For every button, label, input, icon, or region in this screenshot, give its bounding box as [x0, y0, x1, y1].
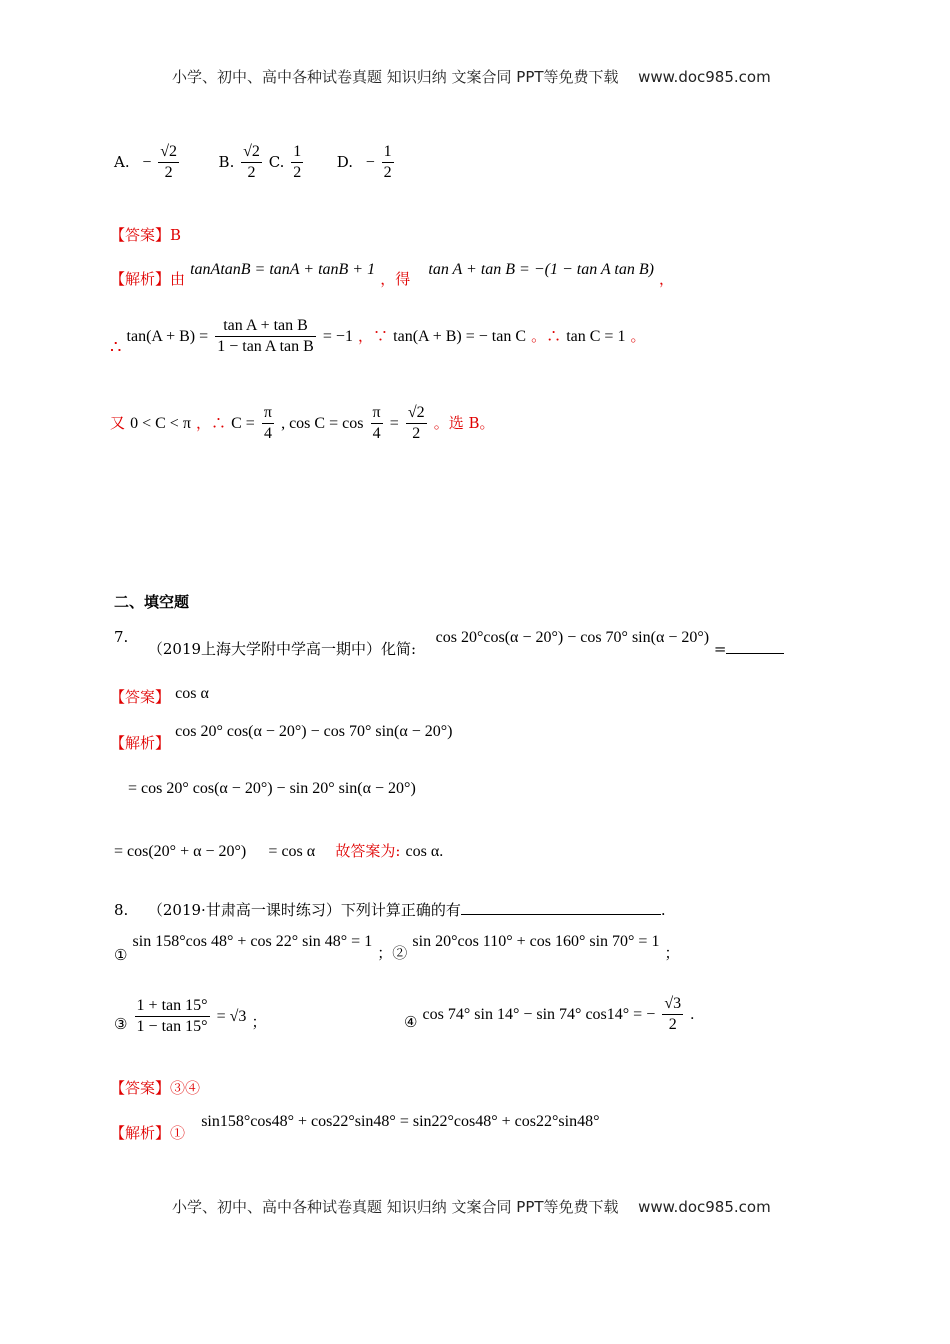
q6-pi-over-4: $\frac{\pi}{4}$ [263, 404, 272, 442]
q6-eq5: tan C = 1 [566, 328, 626, 345]
q7-blank [726, 653, 784, 654]
q7-answer: 【答案】 cos α [110, 685, 209, 706]
option-a-fraction: $\frac{√2}{2}$ [160, 143, 177, 181]
option-c-fraction: $\frac{1}{2}$ [293, 143, 302, 181]
q8-item3: ③ $\frac{1 + \tan 15^\circ}{1 - \tan 15^\circ}$ = √3 ； [114, 997, 267, 1035]
q6-options [114, 142, 396, 183]
header-text: 小学、初中、高中各种试卷真题 知识归纳 文案合同 PPT等免费下载 [172, 68, 619, 86]
q8-analysis: 【解析】① sin158°cos48° + cos22°sin48° = sin22°cos48° + cos22°sin48° [110, 1113, 600, 1142]
q6-eq3-fraction: $\frac{\text{tan A + tan B}}{\text{1 − tan A tan B}}$ [217, 317, 314, 355]
q6-analysis-line3: 又 0 < C < π ，∴ C = $\frac{\pi}{4}$ , cos C = cos $\frac{\pi}{4}$ = $\frac{√2}{2}$ 。选 B。 [110, 404, 495, 442]
q8-item1: sin 158°cos 48° + cos 22° sin 48° = 1 [132, 933, 373, 950]
q8-analysis-expr: sin158°cos48° + cos22°sin48° = sin22°cos48° + cos22°sin48° [201, 1113, 600, 1130]
q6-answer: 【答案】B [110, 226, 182, 244]
q8-items-row1: ① sin 158°cos 48° + cos 22° sin 48° = 1 ；② sin 20°cos 110° + cos 160° sin 70° = 1 ； [114, 933, 680, 964]
q6-eq2: tan A + tan B = −(1 − tan A tan B) [428, 261, 654, 278]
footer-text: 小学、初中、高中各种试卷真题 知识归纳 文案合同 PPT等免费下载 [172, 1198, 619, 1216]
q7-expression: cos 20°cos(α − 20°) − cos 70° sin(α − 20°) [435, 629, 710, 646]
q7-question: 7. （2019上海大学附中学高一期中）化简: cos 20°cos(α − 20°) − cos 70° sin(α − 20°) = [114, 626, 784, 647]
q8-item4-fraction: $\frac{√3}{2}$ [664, 995, 682, 1033]
q8-question: 8. （2019·甘肃高一课时练习）下列计算正确的有 . [114, 901, 666, 919]
q6-analysis-line2: ∴ tan(A + B) = $\frac{\text{tan A + tan B}}{\text{1 − tan A tan B}}$ = −1 ，∵ tan(A + B) = − tan C 。∴ tan C = 1 。 [110, 317, 646, 358]
q8-answer: 【答案】③④ [110, 1079, 201, 1097]
q6-analysis-tag: 【解析】由 [110, 270, 186, 288]
option-b: B. $\frac{√2}{2}$ [218, 143, 260, 181]
q6-sqrt2-over-2: $\frac{√2}{2}$ [407, 404, 425, 442]
q6-eq4: tan(A + B) = − tan C [393, 328, 526, 345]
q6-eq1: tanAtanB = tanA + tanB + 1 [190, 261, 376, 278]
footer-url: www.doc985.com [638, 1198, 771, 1216]
section-title: 二、填空题 [114, 593, 190, 611]
page-footer [172, 1196, 771, 1217]
header-url: www.doc985.com [638, 68, 771, 86]
q6-pi-over-4-b: $\frac{\pi}{4}$ [372, 404, 381, 442]
q8-item2: sin 20°cos 110° + cos 160° sin 70° = 1 [412, 933, 660, 950]
option-c: C. $\frac{1}{2}$ [268, 143, 302, 181]
option-d: D. − $\frac{1}{2}$ [336, 143, 392, 181]
q6-analysis-line1: 【解析】由 tanAtanB = tanA + tanB + 1 ，得 tan A + tan B = −(1 − tan A tan B) ， [110, 261, 675, 288]
q7-analysis-line1: 【解析】 cos 20° cos(α − 20°) − cos 70° sin(α − 20°) [110, 723, 453, 752]
q8-item3-fraction: $\frac{1 + \tan 15^\circ}{1 - \tan 15^\circ}$ [136, 997, 208, 1035]
q7-analysis-line3: = cos(20° + α − 20°) = cos α 故答案为: cos α. [114, 842, 444, 860]
option-d-fraction: $\frac{1}{2}$ [383, 143, 392, 181]
option-a: A. − $\frac{√2}{2}$ [114, 143, 177, 181]
option-b-fraction: $\frac{√2}{2}$ [243, 143, 260, 181]
q8-item4: ④ cos 74° sin 14° − sin 74° cos14° = − $\frac{√3}{2}$ . [404, 995, 695, 1033]
q7-analysis-line2: = cos 20° cos(α − 20°) − sin 20° sin(α − 20°) [128, 780, 416, 797]
page-header [172, 66, 771, 87]
q8-blank [461, 900, 661, 915]
